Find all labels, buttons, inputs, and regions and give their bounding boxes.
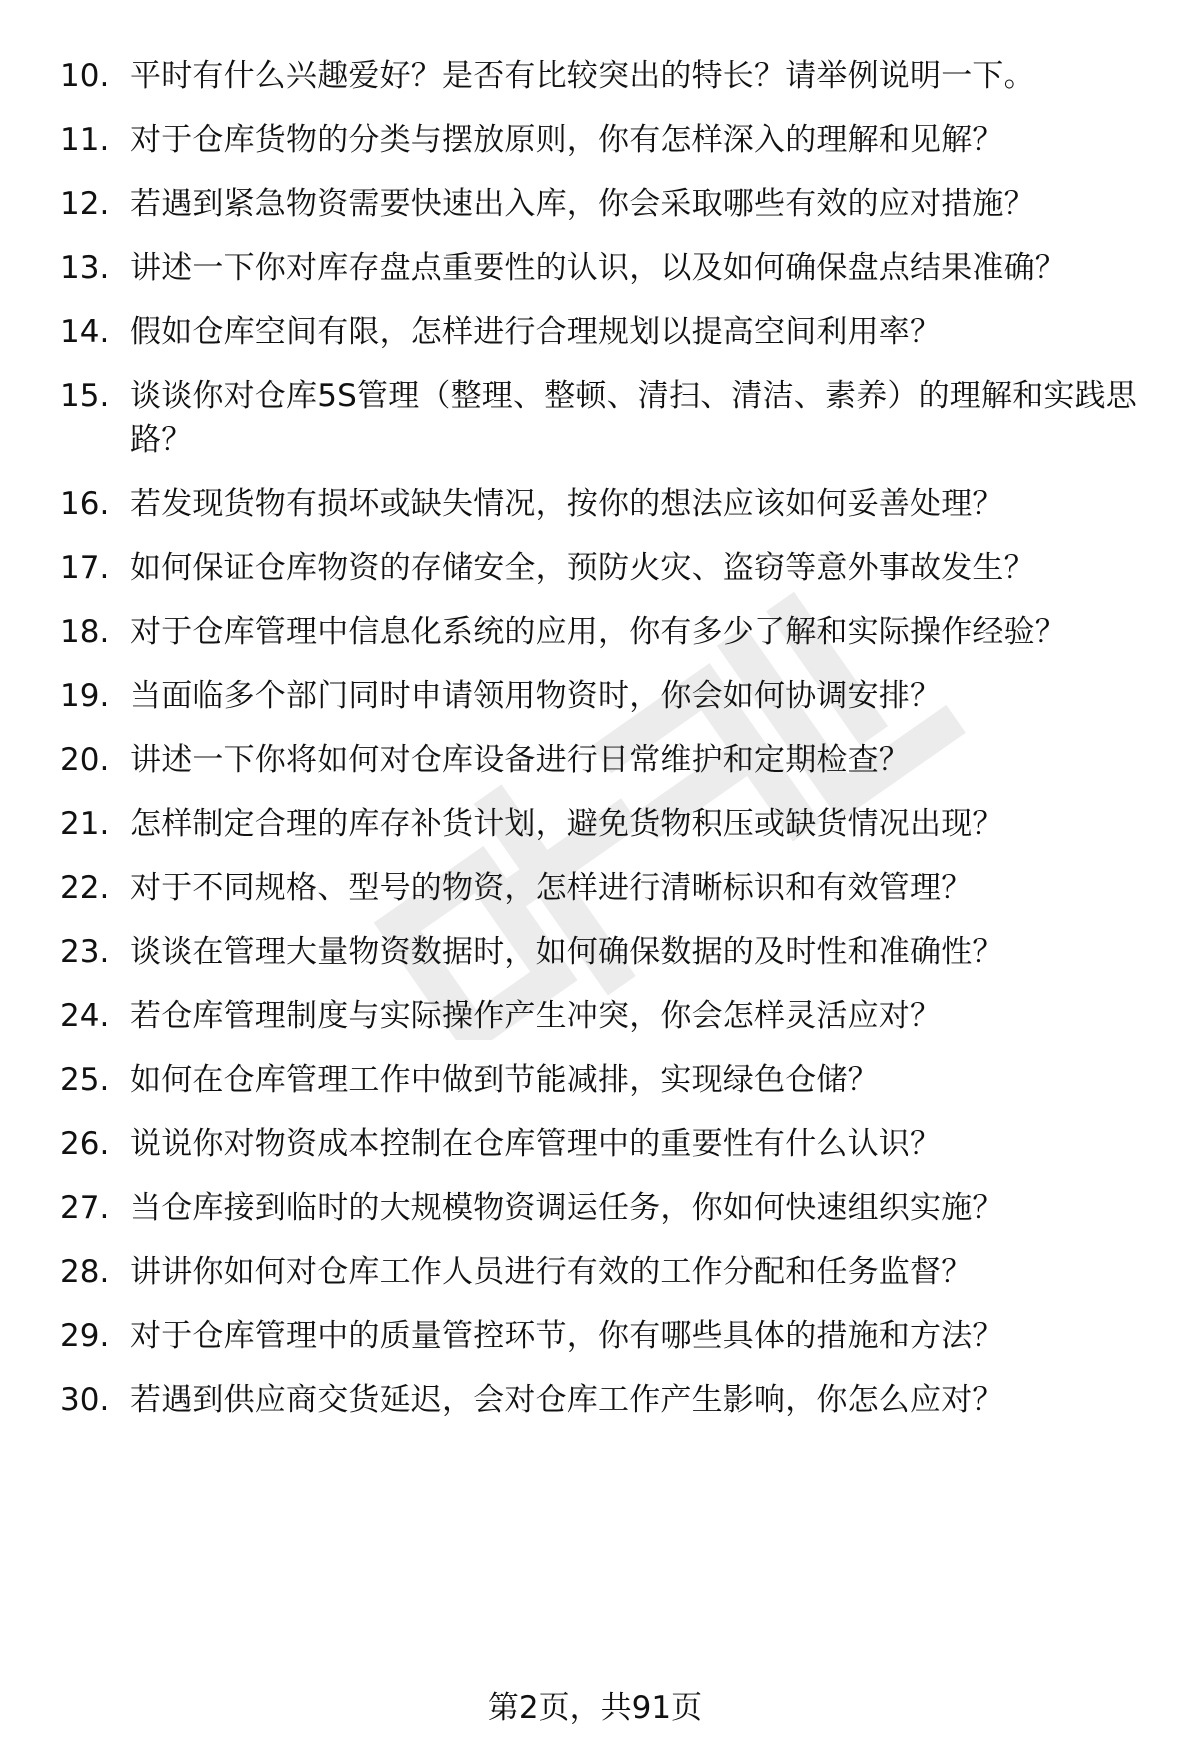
- list-item: [60, 674, 1160, 718]
- question-text: 对于仓库管理中信息化系统的应用，你有多少了解和实际操作经验？: [130, 614, 1066, 650]
- question-number: 20.: [60, 742, 110, 778]
- question-number: 15.: [60, 378, 110, 414]
- question-text: 对于仓库货物的分类与摆放原则，你有怎样深入的理解和见解？: [130, 122, 1004, 158]
- question-text: 若遇到供应商交货延迟，会对仓库工作产生影响，你怎么应对？: [130, 1382, 1004, 1418]
- question-text: 说说你对物资成本控制在仓库管理中的重要性有什么认识？: [130, 1126, 942, 1162]
- list-item: [60, 610, 1160, 654]
- list-item: [60, 802, 1160, 846]
- question-text: 平时有什么兴趣爱好？是否有比较突出的特长？请举例说明一下。: [130, 58, 1035, 94]
- page-number-label: 第2页，共91页: [487, 1690, 703, 1726]
- list-item: [60, 1378, 1160, 1422]
- question-text: 若仓库管理制度与实际操作产生冲突，你会怎样灵活应对？: [130, 998, 942, 1034]
- question-text: 如何在仓库管理工作中做到节能减排，实现绿色仓储？: [130, 1062, 879, 1098]
- list-item: [60, 1186, 1160, 1230]
- question-number: 21.: [60, 806, 110, 842]
- question-text: 若遇到紧急物资需要快速出入库，你会采取哪些有效的应对措施？: [130, 186, 1035, 222]
- question-number: 27.: [60, 1190, 110, 1226]
- question-text: 假如仓库空间有限，怎样进行合理规划以提高空间利用率？: [130, 314, 942, 350]
- question-number: 29.: [60, 1318, 110, 1354]
- question-number: 12.: [60, 186, 110, 222]
- question-number: 24.: [60, 998, 110, 1034]
- list-item: [60, 246, 1160, 290]
- question-number: 17.: [60, 550, 110, 586]
- question-number: 10.: [60, 58, 110, 94]
- list-item: [60, 738, 1160, 782]
- list-item: [60, 546, 1160, 590]
- question-number: 22.: [60, 870, 110, 906]
- question-text: 若发现货物有损坏或缺失情况，按你的想法应该如何妥善处理？: [130, 486, 1004, 522]
- page-footer: [0, 1686, 1190, 1730]
- list-item: [60, 182, 1160, 226]
- list-item: [60, 54, 1160, 98]
- question-text: 讲述一下你对库存盘点重要性的认识，以及如何确保盘点结果准确？: [130, 250, 1066, 286]
- list-item: [60, 1250, 1160, 1294]
- list-item: [60, 930, 1160, 974]
- question-number: 18.: [60, 614, 110, 650]
- question-number: 13.: [60, 250, 110, 286]
- list-item: [60, 482, 1160, 526]
- question-text: 对于仓库管理中的质量管控环节，你有哪些具体的措施和方法？: [130, 1318, 1004, 1354]
- question-number: 11.: [60, 122, 110, 158]
- question-text: 讲述一下你将如何对仓库设备进行日常维护和定期检查？: [130, 742, 910, 778]
- question-number: 28.: [60, 1254, 110, 1290]
- list-item: [60, 310, 1160, 354]
- list-item: [60, 1058, 1160, 1102]
- question-text: 讲讲你如何对仓库工作人员进行有效的工作分配和任务监督？: [130, 1254, 973, 1290]
- list-item: [60, 994, 1160, 1038]
- list-item: [60, 1314, 1160, 1358]
- list-item: [60, 1122, 1160, 1166]
- list-item: [60, 866, 1160, 910]
- question-number: 25.: [60, 1062, 110, 1098]
- question-list: [60, 54, 1160, 1442]
- question-number: 16.: [60, 486, 110, 522]
- question-number: 30.: [60, 1382, 110, 1418]
- question-text: 谈谈你对仓库5S管理（整理、整顿、清扫、清洁、素养）的理解和实践思路？: [130, 378, 1137, 458]
- question-text: 如何保证仓库物资的存储安全，预防火灾、盗窃等意外事故发生？: [130, 550, 1035, 586]
- question-number: 14.: [60, 314, 110, 350]
- question-text: 怎样制定合理的库存补货计划，避免货物积压或缺货情况出现？: [130, 806, 1004, 842]
- list-item: [60, 118, 1160, 162]
- question-text: 对于不同规格、型号的物资，怎样进行清晰标识和有效管理？: [130, 870, 973, 906]
- question-number: 23.: [60, 934, 110, 970]
- question-number: 26.: [60, 1126, 110, 1162]
- question-text: 当仓库接到临时的大规模物资调运任务，你如何快速组织实施？: [130, 1190, 1004, 1226]
- question-text: 当面临多个部门同时申请领用物资时，你会如何协调安排？: [130, 678, 942, 714]
- list-item: [60, 374, 1160, 462]
- question-text: 谈谈在管理大量物资数据时，如何确保数据的及时性和准确性？: [130, 934, 1004, 970]
- question-number: 19.: [60, 678, 110, 714]
